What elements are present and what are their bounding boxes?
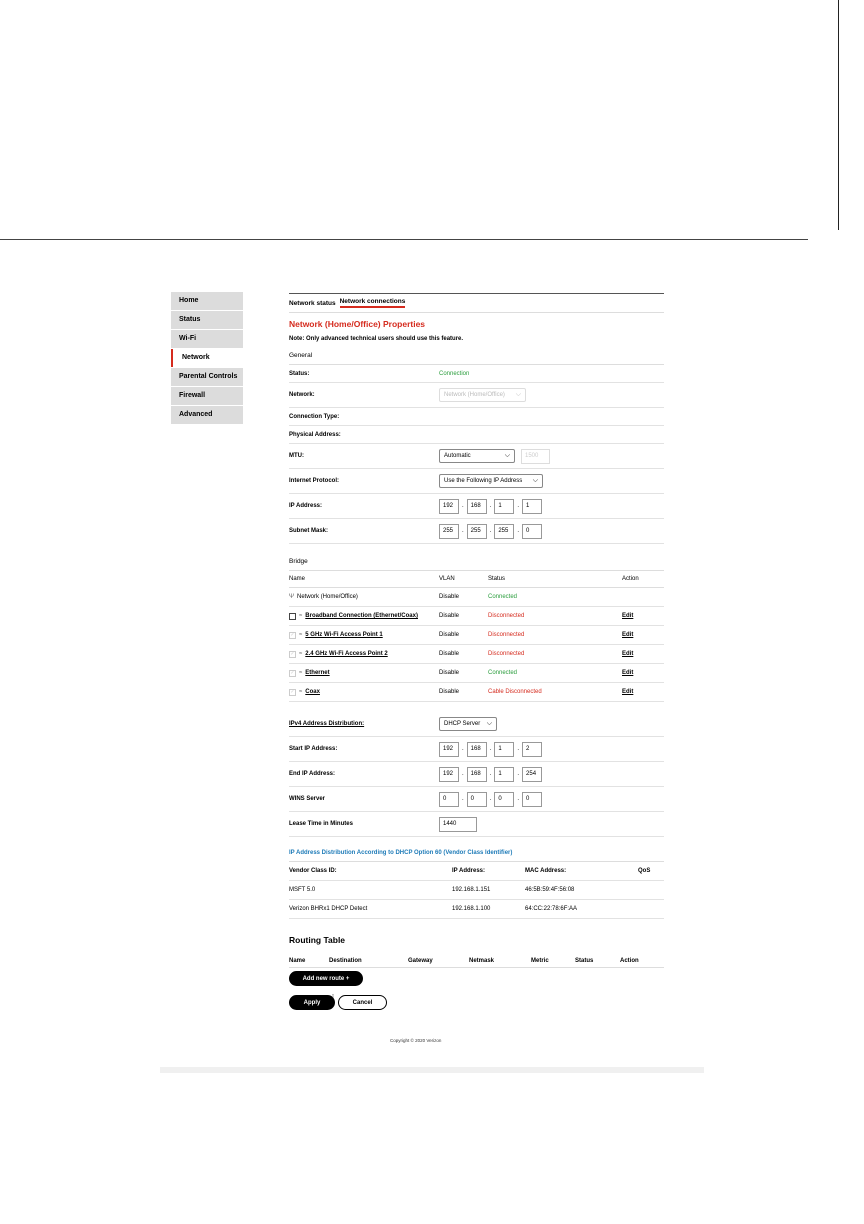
- start-ip-row: [289, 737, 664, 762]
- table-row: [289, 664, 664, 683]
- dot-separator: .: [517, 503, 520, 509]
- chevron-down-icon: ⌵: [504, 452, 510, 459]
- dot-separator: .: [517, 771, 520, 777]
- ip-address-row: [289, 494, 664, 519]
- network-select: [439, 388, 526, 402]
- end-ip-octet-1[interactable]: 192: [439, 767, 459, 782]
- status-value: Connection: [439, 370, 470, 377]
- mtu-row: [289, 444, 664, 469]
- ethernet-icon: ≈: [299, 670, 303, 676]
- col-name: Name: [289, 576, 306, 582]
- dot-separator: .: [462, 746, 464, 752]
- network-icon: Ψ: [289, 594, 295, 600]
- copyright: Copyright © 2020 Verizon: [390, 1038, 442, 1043]
- col-gateway: Gateway: [408, 957, 433, 964]
- table-row: [289, 683, 664, 702]
- wifi-icon: ≈: [299, 651, 303, 657]
- hand-cursor-icon: ☝: [328, 993, 335, 1005]
- subnet-octet-2[interactable]: 255: [467, 524, 487, 539]
- start-ip-octet-3[interactable]: 1: [494, 742, 514, 757]
- col-ip-address: IP Address:: [452, 868, 486, 874]
- add-new-route-button[interactable]: Add new route +: [289, 971, 363, 986]
- page-title: Network (Home/Office) Properties: [289, 319, 426, 329]
- edit-link[interactable]: Edit: [622, 689, 634, 695]
- subnet-octet-1[interactable]: 255: [439, 524, 459, 539]
- internet-protocol-label: Internet Protocol:: [289, 478, 340, 484]
- connection-type-row: [289, 408, 664, 426]
- checkbox-checked: ✓: [290, 650, 295, 657]
- internet-protocol-select[interactable]: [439, 474, 543, 488]
- sidebar: [171, 292, 243, 425]
- subnet-octet-4[interactable]: 0: [522, 524, 542, 539]
- ipv4-distribution-value: DHCP Server: [444, 721, 481, 727]
- mtu-select[interactable]: [439, 449, 515, 463]
- ipv4-distribution-row: [289, 712, 664, 737]
- sidebar-item-network[interactable]: Network: [171, 349, 243, 367]
- edit-link[interactable]: Edit: [622, 632, 634, 638]
- bridge-parent-status: Connected: [488, 594, 518, 600]
- dot-separator: .: [462, 796, 464, 802]
- sidebar-item-parental-controls[interactable]: Parental Controls: [171, 368, 243, 386]
- chevron-down-icon: ⌵: [532, 477, 538, 484]
- bridge-item-name[interactable]: Ethernet: [305, 670, 330, 676]
- col-mac-address: MAC Address:: [525, 868, 567, 874]
- vendor-class-title: IP Address Distribution According to DHCP Option 60 (Vendor Class Identifier): [289, 850, 664, 862]
- advanced-note: Note: Only advanced technical users should use this feature.: [289, 336, 464, 342]
- ip-octet-3[interactable]: 1: [494, 499, 514, 514]
- bridge-item-status: Disconnected: [488, 651, 525, 657]
- internet-protocol-row: [289, 469, 664, 494]
- wins-server-label: WINS Server: [289, 796, 326, 802]
- routing-table-title: Routing Table: [289, 935, 346, 945]
- dot-separator: .: [517, 796, 520, 802]
- bridge-item-vlan: Disable: [439, 613, 460, 619]
- bridge-item-status: Cable Disconnected: [488, 689, 542, 695]
- start-ip-octet-4[interactable]: 2: [522, 742, 542, 757]
- col-action: Action: [620, 957, 639, 964]
- bridge-parent-vlan: Disable: [439, 594, 460, 600]
- ip-octet-2[interactable]: 168: [467, 499, 487, 514]
- checkbox[interactable]: [289, 613, 296, 620]
- table-row: [289, 900, 664, 919]
- bridge-item-vlan: Disable: [439, 632, 460, 638]
- checkbox-checked: ✓: [290, 669, 295, 676]
- end-ip-octet-2[interactable]: 168: [467, 767, 487, 782]
- vendor-id: MSFT 5.0: [289, 887, 316, 893]
- col-metric: Metric: [531, 957, 549, 964]
- mtu-select-value: Automatic: [444, 453, 471, 459]
- lease-time-input[interactable]: 1440: [439, 817, 477, 832]
- routing-table-header: [289, 954, 664, 968]
- lease-time-label: Lease Time in Minutes: [289, 821, 353, 827]
- bridge-parent-row: [289, 588, 664, 607]
- table-row: [289, 645, 664, 664]
- end-ip-row: [289, 762, 664, 787]
- bridge-heading: Bridge: [289, 558, 664, 571]
- table-row: [289, 626, 664, 645]
- dot-separator: .: [517, 746, 520, 752]
- vendor-mac: 46:5B:59:4F:56:08: [525, 887, 575, 893]
- wins-server-row: [289, 787, 664, 812]
- edit-link[interactable]: Edit: [622, 670, 634, 676]
- col-qos: QoS: [638, 868, 651, 874]
- internet-protocol-value: Use the Following IP Address: [444, 478, 523, 484]
- col-action: Action: [622, 576, 639, 582]
- col-name: Name: [289, 957, 306, 964]
- wifi-icon: ≈: [299, 632, 303, 638]
- coax-icon: ≈: [299, 689, 303, 695]
- tab-network-status[interactable]: Network status: [289, 299, 336, 307]
- network-label: Network:: [289, 392, 315, 398]
- bridge-parent-name: Network (Home/Office): [297, 594, 358, 600]
- sidebar-item-wifi[interactable]: Wi-Fi: [171, 330, 243, 348]
- page-divider: [0, 239, 808, 240]
- checkbox-checked: ✓: [290, 688, 295, 695]
- col-status: Status: [575, 957, 594, 964]
- dot-separator: .: [489, 771, 492, 777]
- dot-separator: .: [462, 528, 464, 534]
- bridge-item-status: Disconnected: [488, 632, 525, 638]
- subnet-mask-row: [289, 519, 664, 544]
- network-row: [289, 383, 664, 408]
- wins-octet-4[interactable]: 0: [522, 792, 542, 807]
- physical-address-row: [289, 426, 664, 444]
- subnet-mask-label: Subnet Mask:: [289, 528, 329, 534]
- table-row: [289, 607, 664, 626]
- status-row: [289, 365, 664, 383]
- col-vlan: VLAN: [439, 576, 455, 582]
- bridge-item-vlan: Disable: [439, 689, 460, 695]
- start-ip-octet-1[interactable]: 192: [439, 742, 459, 757]
- dot-separator: .: [462, 771, 464, 777]
- col-destination: Destination: [329, 957, 362, 964]
- footer-bar: [160, 1067, 704, 1073]
- form-actions: [289, 995, 664, 1010]
- bridge-item-vlan: Disable: [439, 651, 460, 657]
- ip-address-label: IP Address:: [289, 503, 323, 509]
- ip-octet-1[interactable]: 192: [439, 499, 459, 514]
- ip-octet-4[interactable]: 1: [522, 499, 542, 514]
- ipv4-distribution-select[interactable]: [439, 717, 497, 731]
- mtu-label: MTU:: [289, 453, 304, 459]
- end-ip-label: End IP Address:: [289, 771, 336, 777]
- end-ip-octet-4[interactable]: 254: [522, 767, 542, 782]
- wifi-icon: ≈: [299, 613, 303, 619]
- bridge-item-status: Connected: [488, 670, 518, 676]
- subnet-octet-3[interactable]: 255: [494, 524, 514, 539]
- ipv4-distribution-label: IPv4 Address Distribution:: [289, 721, 365, 727]
- sidebar-item-firewall[interactable]: Firewall: [171, 387, 243, 405]
- dot-separator: .: [517, 528, 520, 534]
- checkbox-checked: ✓: [290, 631, 295, 638]
- page-margin-line: [838, 0, 839, 230]
- wins-octet-2[interactable]: 0: [467, 792, 487, 807]
- end-ip-octet-3[interactable]: 1: [494, 767, 514, 782]
- lease-time-row: [289, 812, 664, 837]
- tab-bar: [289, 293, 664, 313]
- chevron-down-icon: ⌵: [515, 391, 521, 398]
- vendor-mac: 64:CC:22:78:6F:AA: [525, 906, 578, 912]
- connection-type-label: Connection Type:: [289, 413, 340, 420]
- col-status: Status: [488, 576, 506, 582]
- col-netmask: Netmask: [469, 957, 495, 964]
- vendor-ip: 192.168.1.100: [452, 906, 491, 912]
- bridge-item-name[interactable]: 2.4 GHz Wi-Fi Access Point 2: [305, 651, 388, 657]
- vendor-table-header: [289, 862, 664, 881]
- sidebar-item-status[interactable]: Status: [171, 311, 243, 329]
- bridge-item-status: Disconnected: [488, 613, 525, 619]
- chevron-down-icon: ⌵: [486, 720, 492, 727]
- apply-button[interactable]: Apply: [289, 995, 335, 1010]
- physical-address-label: Physical Address:: [289, 431, 341, 438]
- bridge-table-header: [289, 571, 664, 588]
- cancel-button[interactable]: Cancel: [338, 995, 387, 1010]
- status-label: Status:: [289, 370, 310, 377]
- edit-link[interactable]: Edit: [622, 613, 634, 619]
- start-ip-label: Start IP Address:: [289, 746, 338, 752]
- wins-octet-3[interactable]: 0: [494, 792, 514, 807]
- edit-link[interactable]: Edit: [622, 651, 634, 657]
- general-heading: General: [289, 352, 664, 365]
- mtu-input: 1500: [521, 449, 550, 464]
- vendor-ip: 192.168.1.151: [452, 887, 491, 893]
- dot-separator: .: [489, 746, 492, 752]
- tab-network-connections[interactable]: Network connections: [340, 298, 406, 308]
- wins-octet-1[interactable]: 0: [439, 792, 459, 807]
- bridge-item-vlan: Disable: [439, 670, 460, 676]
- sidebar-item-advanced[interactable]: Advanced: [171, 406, 243, 424]
- col-vendor-id: Vendor Class ID:: [289, 868, 337, 874]
- dot-separator: .: [489, 796, 492, 802]
- network-select-value: Network (Home/Office): [444, 392, 505, 398]
- dot-separator: .: [489, 528, 492, 534]
- bridge-item-name[interactable]: Coax: [305, 689, 320, 695]
- bridge-item-name[interactable]: 5 GHz Wi-Fi Access Point 1: [305, 632, 383, 638]
- table-row: [289, 881, 664, 900]
- bridge-item-name[interactable]: Broadband Connection (Ethernet/Coax): [305, 613, 418, 619]
- dot-separator: .: [462, 503, 464, 509]
- vendor-id: Verizon BHRx1 DHCP Detect: [289, 906, 368, 912]
- main-panel: [289, 293, 664, 1010]
- dot-separator: .: [489, 503, 492, 509]
- sidebar-item-home[interactable]: Home: [171, 292, 243, 310]
- start-ip-octet-2[interactable]: 168: [467, 742, 487, 757]
